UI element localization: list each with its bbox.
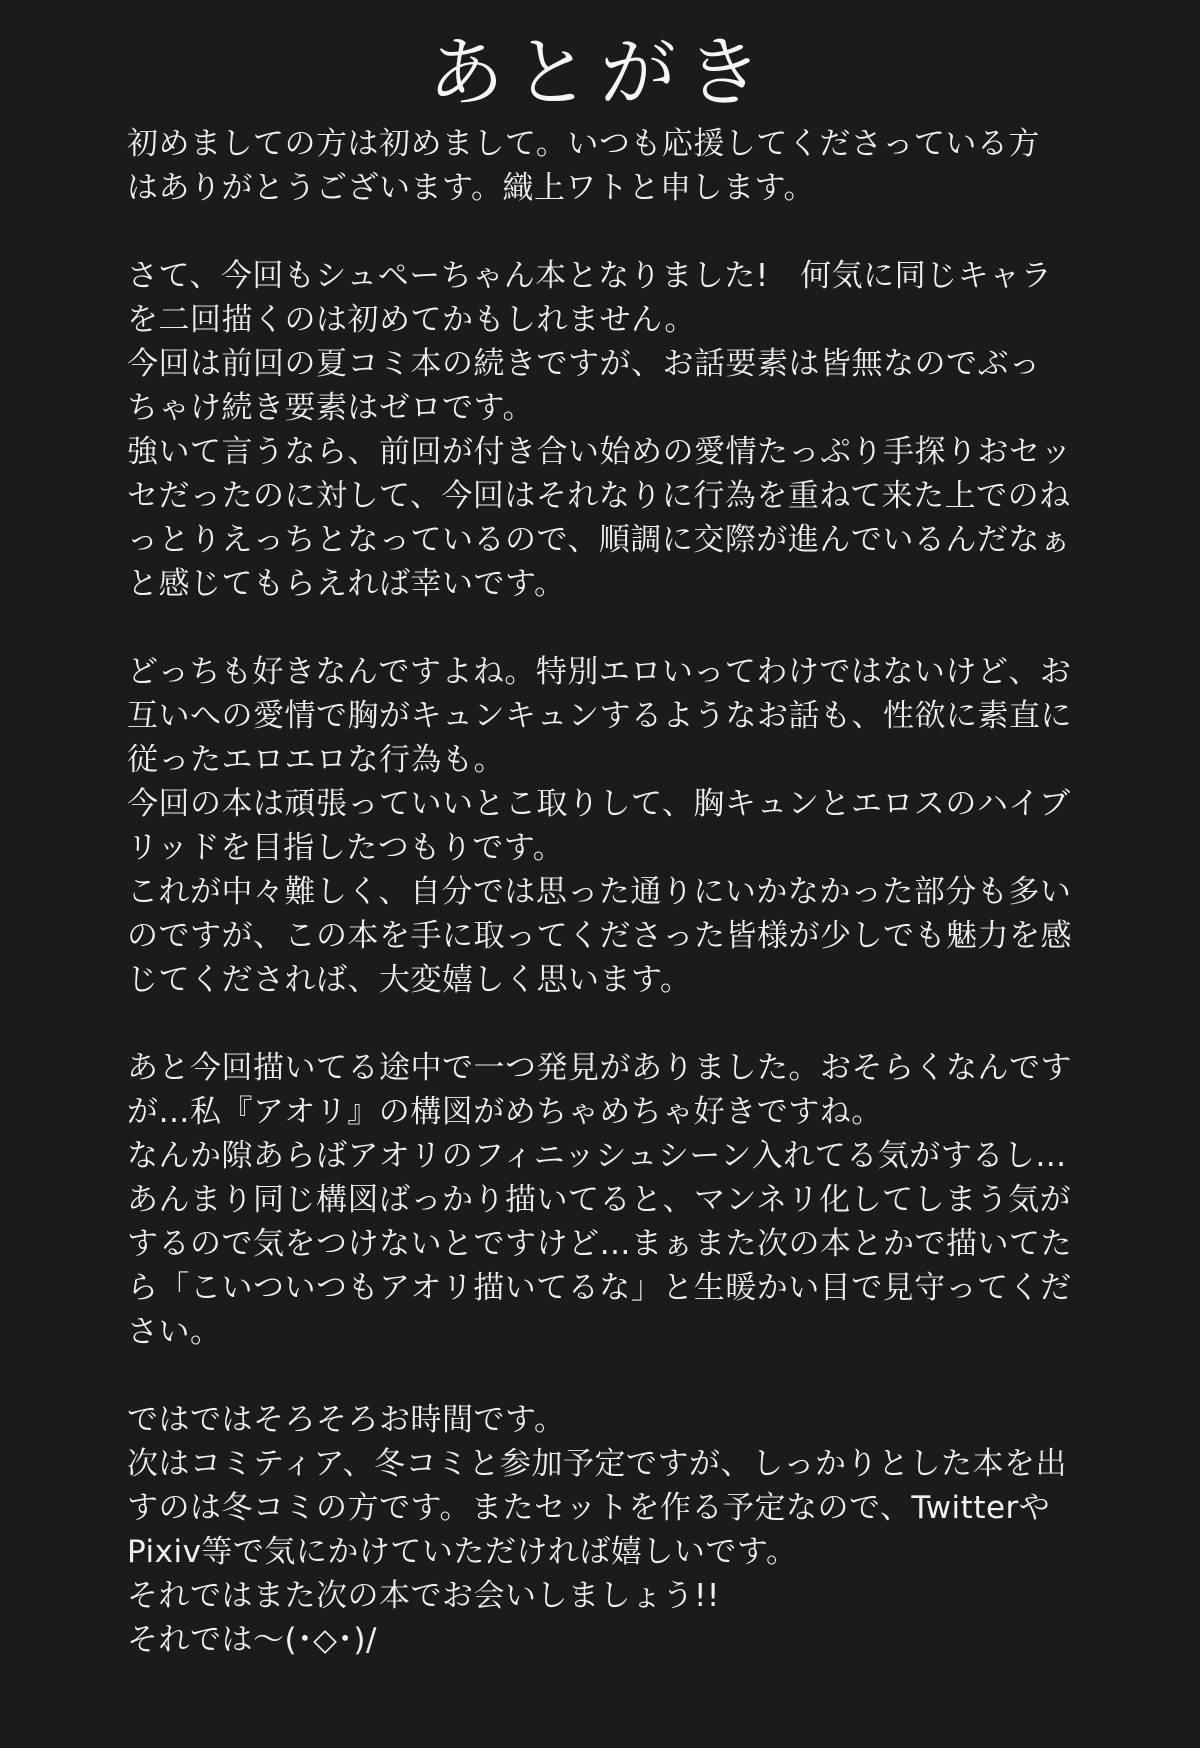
text-line: どっちも好きなんですよね。特別エロいってわけではないけど、お <box>127 654 1072 690</box>
text-line: あと今回描いてる途中で一つ発見がありました。おそらくなんです <box>127 1050 1072 1086</box>
text-line: が…私『アオリ』の構図がめちゃめちゃ好きですね。 <box>127 1094 883 1130</box>
text-line: 強いて言うなら、前回が付き合い始めの愛情たっぷり手探りおセッ <box>127 434 1072 470</box>
text-line: と感じてもらえれば幸いです。 <box>127 566 566 602</box>
text-line: はありがとうございます。織上ワトと申します。 <box>127 170 816 206</box>
text-line: これが中々難しく、自分では思った通りにいかなかった部分も多い <box>127 874 1072 910</box>
text-line: 今回の本は頑張っていいとこ取りして、胸キュンとエロスのハイブ <box>127 786 1071 822</box>
text-line: あんまり同じ構図ばっかり描いてると、マンネリ化してしまう気が <box>127 1182 1072 1218</box>
paragraph-gap <box>127 606 1167 650</box>
text-line: じてくだされば、大変嬉しく思います。 <box>127 962 692 998</box>
text-line: ちゃけ続き要素はゼロです。 <box>127 390 535 426</box>
text-line: リッドを目指したつもりです。 <box>127 830 565 866</box>
text-line: 今回は前回の夏コミ本の続きですが、お話要素は皆無なのでぶっ <box>127 346 1041 382</box>
paragraph-gap <box>127 1002 1167 1046</box>
text-line: するので気をつけないとですけど…まぁまた次の本とかで描いてた <box>127 1226 1072 1262</box>
text-line: セだったのに対して、今回はそれなりに行為を重ねて来た上でのね <box>127 478 1071 514</box>
text-line: さて、今回もシュペーちゃん本となりました! 何気に同じキャラ <box>127 258 1053 294</box>
text-line: っとりえっちとなっているので、順調に交際が進んでいるんだなぁ <box>127 522 1072 558</box>
text-line: 初めましての方は初めまして。いつも応援してくださっている方 <box>127 126 1040 162</box>
text-line: それでは～(･◇･)/ <box>127 1622 377 1658</box>
text-line: ではではそろそろお時間です。 <box>127 1402 566 1438</box>
text-line: 次はコミティア、冬コミと参加予定ですが、しっかりとした本を出 <box>127 1446 1068 1482</box>
page-title: あとがき <box>428 28 772 117</box>
text-line: 従ったエロエロな行為も。 <box>127 742 505 778</box>
text-line: さい。 <box>127 1314 222 1350</box>
text-line: Pixiv等で気にかけていただければ嬉しいです。 <box>127 1534 798 1570</box>
text-line: を二回描くのは初めてかもしれません。 <box>127 302 696 338</box>
text-line: それではまた次の本でお会いしましょう!! <box>127 1578 720 1614</box>
text-line: 互いへの愛情で胸がキュンキュンするようなお話も、性欲に素直に <box>127 698 1072 734</box>
text-line: のですが、この本を手に取ってくださった皆様が少しでも魅力を感 <box>127 918 1072 954</box>
paragraph-gap <box>127 1354 1167 1398</box>
text-line: なんか隙あらばアオリのフィニッシュシーン入れてる気がするし… <box>127 1138 1067 1174</box>
text-line: すのは冬コミの方です。またセットを作る予定なので、Twitterや <box>127 1490 1051 1526</box>
afterword-body <box>127 122 1167 1662</box>
text-line: ら「こいついつもアオリ描いてるな」と生暖かい目で見守ってくだ <box>127 1270 1072 1306</box>
paragraph-gap <box>127 210 1167 254</box>
